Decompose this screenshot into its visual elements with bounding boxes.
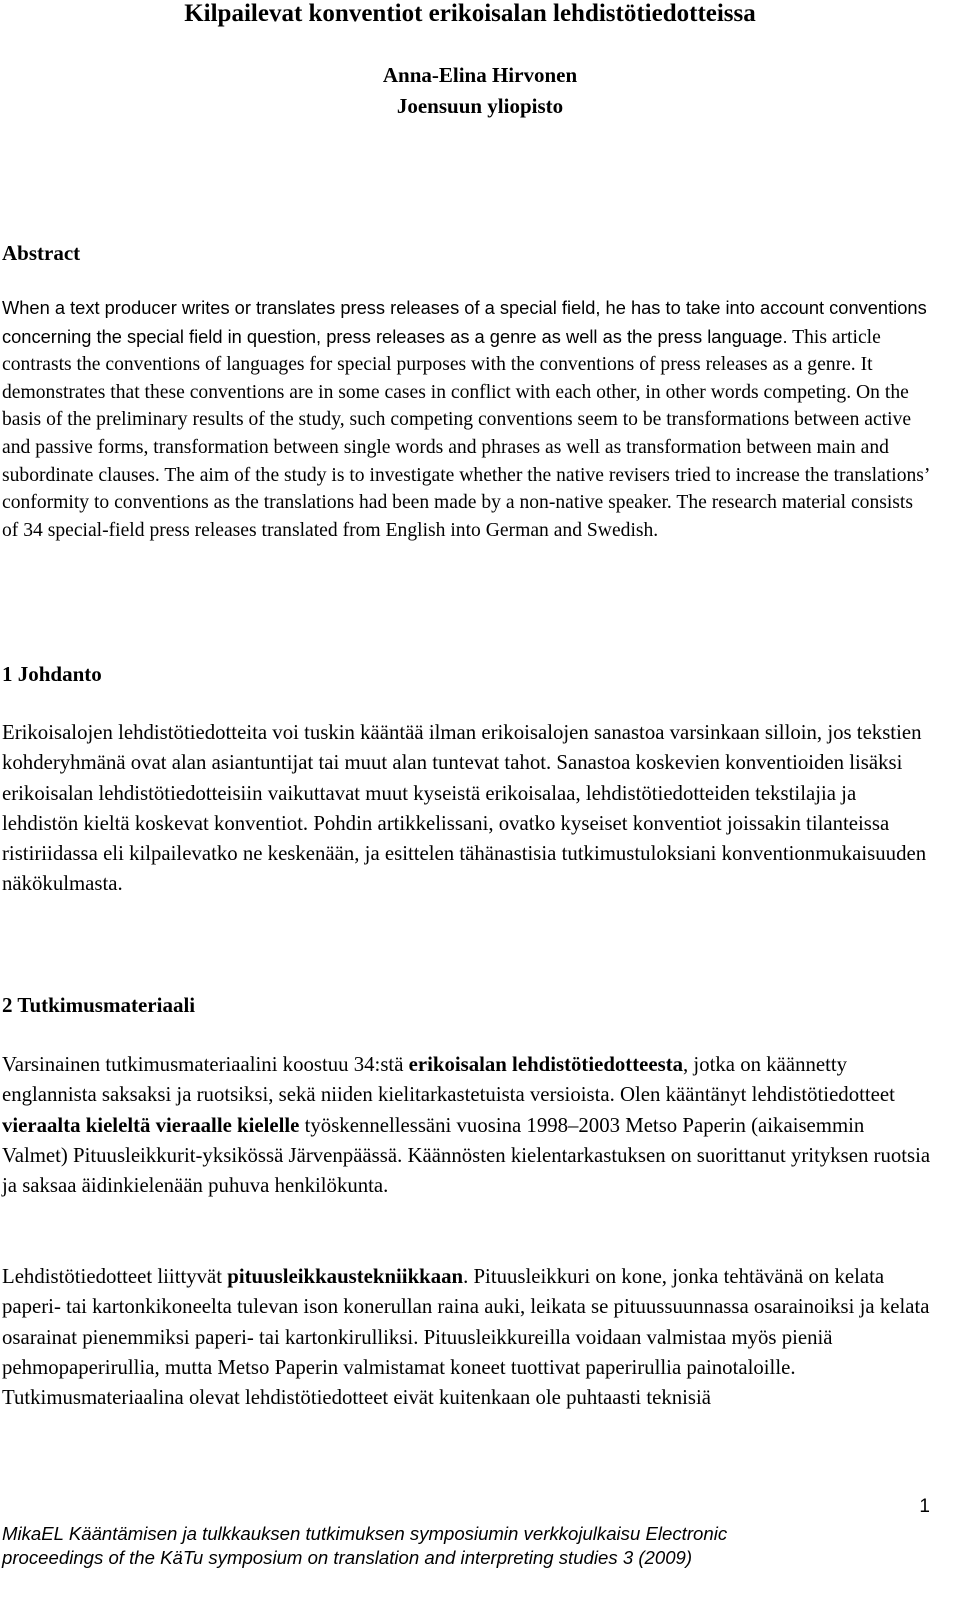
text-run: Lehdistötiedotteet liittyvät [2, 1265, 228, 1288]
author-name: Anna-Elina Hirvonen [382, 63, 578, 87]
author-block [0, 60, 960, 122]
abstract-sentence-3: It demonstrates that these conventions are in some cases in conflict with each other, in other words competing. [2, 354, 873, 403]
abstract-heading: Abstract [2, 241, 81, 265]
text-run: . Pituusleikkuri on kone, jonka tehtävänä on kelata paperi- tai kartonkikoneelta tulevan ison konerullan raina auki, leikata se pituussuunnassa osarainoiksi ja kelata osarainat pienemmiksi paperi- tai kartonkirulliksi. Pituusleikkureilla voidaan valmistaa myös pieniä pehmopaperirullia, mutta Metso Paperin valmistamat koneet tuottivat paperirullia painotaloille. Tutkimusmateriaalina olevat lehdistötiedotteet eivät kuitenkaan ole puhtaasti teknisiä [2, 1265, 930, 1410]
section-2-paragraph-1 [2, 1050, 934, 1201]
footer-line-2: proceedings of the KäTu symposium on translation and interpreting studies 3 (2009) [2, 1547, 693, 1568]
section-2-paragraph-2 [2, 1262, 934, 1413]
abstract-sentence-2: This article contrasts the conventions of languages for special purposes with the conventions of press releases as a genre. [2, 326, 881, 376]
text-run: , jotka on käännetty englannista saksaksi ja ruotsiksi, sekä niiden kielitarkastetuista versioista. Olen kääntänyt lehdistötiedotteet [2, 1053, 895, 1107]
abstract-sentence-4: On the basis of the preliminary results of the study, such competing conventions seem to be transformations between active and passive forms, transformation between single words and phrases as well as transformation between main and subordinate clauses. The aim of the study is to investigate whether the native revisers tried to increase the translations’ conformity to conventions as the translations had been made by a non-native speaker. The research material consists of 34 special-field press releases translated from English into German and Swedish. [2, 381, 929, 541]
bold-term: pituusleikkaustekniikkaan [227, 1265, 464, 1288]
text-run: Varsinainen tutkimusmateriaalini koostuu 34:stä [2, 1053, 409, 1076]
bold-term: erikoisalan lehdistötiedotteesta [408, 1053, 684, 1076]
section-1-paragraph: Erikoisalojen lehdistötiedotteita voi tuskin kääntää ilman erikoisalojen sanastoa varsinkaan silloin, jos tekstien kohderyhmänä ovat alan asiantuntijat tai muut alan tuntevat tahot. Sanastoa koskevien konventioiden lisäksi erikoisalan lehdistötiedotteisiin vaikuttavat muut kyseistä erikoisalaa, lehdistötiedotteiden tekstilajia ja lehdistön kieltä koskevat konventiot. Pohdin artikkelissani, ovatko kyseiset konventiot joissakin tilanteissa ristiriidassa eli kilpailevatko ne keskenään, ja esittelen tähänastisia tutkimustuloksiani konventionmukaisuuden näkökulmasta. [2, 721, 927, 896]
abstract-sentence-1: When a text producer writes or translates press releases of a special field, he has to take into account conventions concerning the special field in question, press releases as a genre as well as the press language. [2, 297, 927, 347]
author-affiliation: Joensuun yliopisto [396, 94, 564, 118]
section-2-heading: 2 Tutkimusmateriaali [2, 993, 196, 1017]
bold-term: vieraalta kieleltä vieraalle kielelle [2, 1113, 300, 1137]
paper-title: Kilpailevat konventiot erikoisalan lehdistötiedotteissa [184, 0, 756, 27]
abstract-paragraph [2, 294, 934, 544]
text-run: työskennellessäni vuosina 1998–2003 Metso Paperin (aikaisemmin Valmet) Pituusleikkurit-yksikössä Järvenpäässä. Käännösten kielentarkastuksen on suorittanut yrityksen ruotsia ja saksaa äidinkielenään puhuva henkilökunta. [2, 1113, 931, 1198]
footer-line-1: MikaEL Kääntämisen ja tulkkauksen tutkimuksen symposiumin verkkojulkaisu Electronic [2, 1523, 728, 1544]
page-footer [2, 1522, 932, 1570]
section-1-heading: 1 Johdanto [2, 662, 102, 686]
page-number: 1 [919, 1496, 930, 1517]
